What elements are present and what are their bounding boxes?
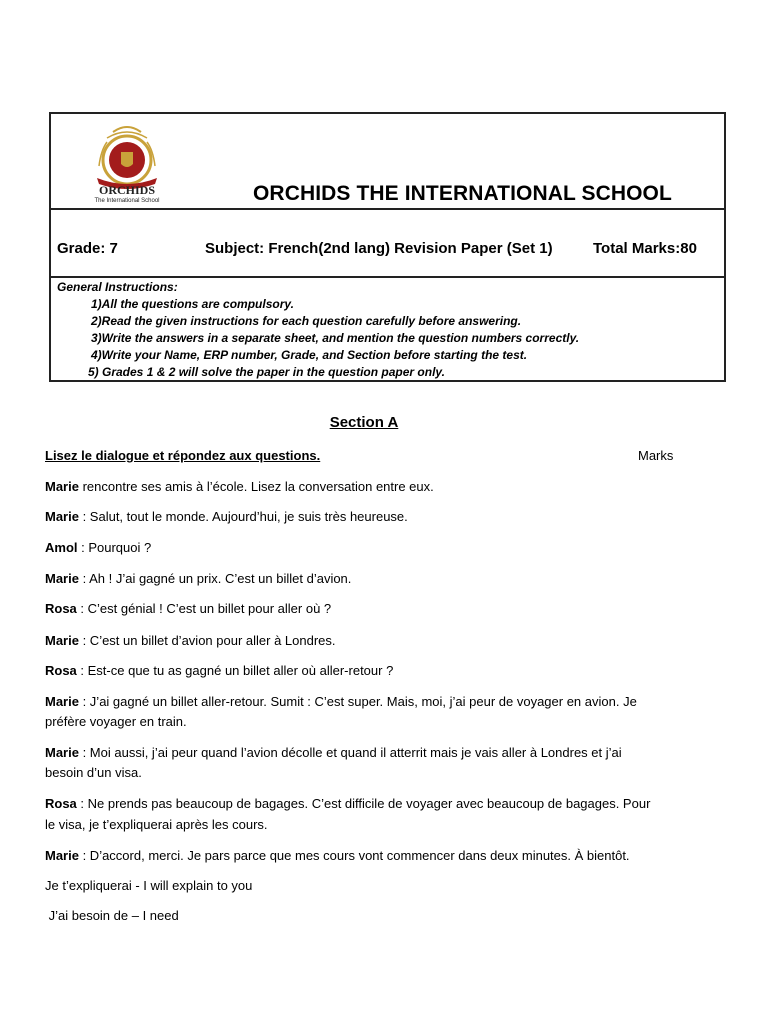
logo-title: ORCHIDS — [98, 183, 156, 197]
logo-subtitle: The International School — [94, 198, 160, 204]
dialogue-line — [45, 848, 630, 863]
speaker-name: Marie — [45, 694, 79, 709]
section-instruction: Lisez le dialogue et répondez aux questions. — [45, 448, 321, 463]
instruction-item: 5) Grades 1 & 2 will solve the paper in the question paper only. — [88, 365, 445, 379]
dialogue-line — [45, 694, 637, 709]
dialogue-text: : J’ai gagné un billet aller-retour. Sumit : C’est super. Mais, moi, j’ai peur de voyager en avion. Je — [78, 694, 637, 709]
section-title: Section A — [329, 414, 399, 431]
logo-crest-icon — [97, 127, 157, 189]
subject-label: Subject: French(2nd lang) Revision Paper (Set 1) — [205, 240, 553, 257]
dialogue-text: : D’accord, merci. Je pars parce que mes cours vont commencer dans deux minutes. À bientôt. — [78, 848, 630, 863]
dialogue-line — [45, 745, 622, 760]
dialogue-text: : Est-ce que tu as gagné un billet aller où aller-retour ? — [76, 663, 394, 678]
speaker-name: Marie — [45, 509, 79, 524]
instruction-item: 4)Write your Name, ERP number, Grade, and Section before starting the test. — [91, 348, 528, 362]
speaker-name: Rosa — [45, 601, 77, 616]
dialogue-text: : Moi aussi, j’ai peur quand l’avion décolle et quand il atterrit mais je vais aller à Londres et j’ai — [78, 745, 622, 760]
school-name: ORCHIDS THE INTERNATIONAL SCHOOL — [253, 182, 672, 205]
dialogue-text: : C’est un billet d’avion pour aller à Londres. — [78, 633, 336, 648]
marks-label: Marks — [638, 448, 674, 463]
speaker-name: Marie — [45, 479, 79, 494]
speaker-name: Rosa — [45, 663, 77, 678]
dialogue-text: : Salut, tout le monde. Aujourd’hui, je suis très heureuse. — [78, 509, 408, 524]
header-box — [49, 112, 726, 382]
dialogue-line — [45, 509, 408, 524]
dialogue-line — [45, 479, 434, 494]
instructions-block — [51, 278, 724, 382]
dialogue-line — [45, 796, 650, 811]
dialogue-text: : C’est génial ! C’est un billet pour aller où ? — [76, 601, 332, 616]
dialogue-text: : Ah ! J’ai gagné un prix. C’est un billet d’avion. — [78, 571, 352, 586]
dialogue-line — [45, 540, 151, 555]
instruction-item: 2)Read the given instructions for each question carefully before answering. — [91, 314, 522, 328]
header-info-row — [51, 210, 724, 278]
dialogue-text: : Pourquoi ? — [77, 540, 152, 555]
dialogue-text: rencontre ses amis à l’école. Lisez la conversation entre eux. — [78, 479, 434, 494]
speaker-name: Marie — [45, 571, 79, 586]
speaker-name: Rosa — [45, 796, 77, 811]
school-logo — [77, 120, 177, 204]
grade-label: Grade: 7 — [57, 240, 118, 257]
instructions-title: General Instructions: — [57, 280, 178, 294]
speaker-name: Amol — [45, 540, 78, 555]
dialogue-line — [45, 663, 393, 678]
dialogue-line — [45, 601, 331, 616]
total-marks-label: Total Marks:80 — [593, 240, 697, 257]
dialogue-line — [45, 571, 351, 586]
glossary-item: Je t’expliquerai - I will explain to you — [45, 878, 253, 893]
dialogue-text: : Ne prends pas beaucoup de bagages. C’est difficile de voyager avec beaucoup de bagages. Pour — [76, 796, 651, 811]
dialogue-line — [45, 633, 336, 648]
speaker-name: Marie — [45, 745, 79, 760]
header-top-row — [51, 114, 724, 210]
dialogue-line-continued: préfère voyager en train. — [45, 714, 187, 729]
glossary-item: J’ai besoin de – I need — [45, 908, 179, 923]
speaker-name: Marie — [45, 848, 79, 863]
dialogue-line-continued: le visa, je t’expliquerai après les cours. — [45, 817, 268, 832]
instruction-item: 3)Write the answers in a separate sheet, and mention the question numbers correctly. — [91, 331, 580, 345]
speaker-name: Marie — [45, 633, 79, 648]
dialogue-line-continued: besoin d’un visa. — [45, 765, 142, 780]
instruction-item: 1)All the questions are compulsory. — [91, 297, 294, 311]
